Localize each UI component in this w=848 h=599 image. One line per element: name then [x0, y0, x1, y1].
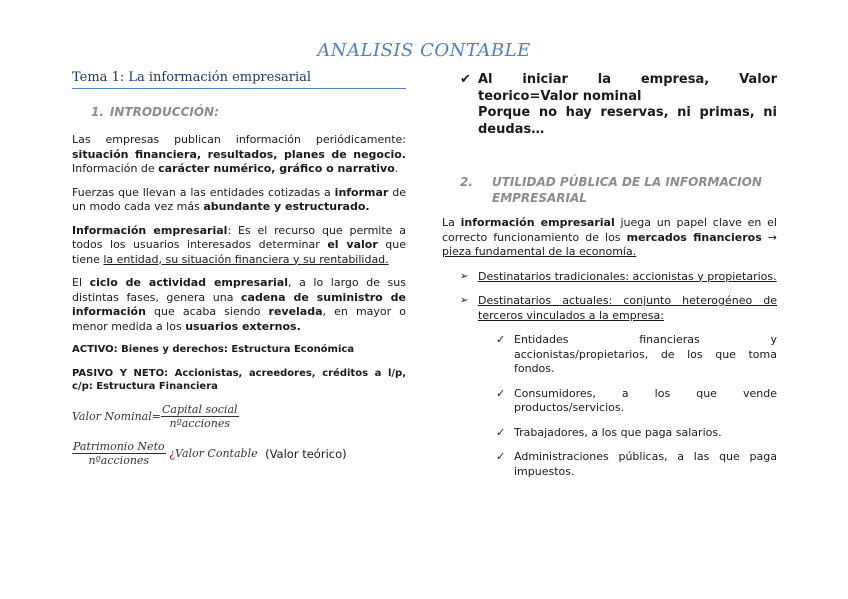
- text: : Es el recurso que permite a todos los usuarios interesados determinar: [72, 223, 406, 251]
- text: La: [442, 216, 461, 229]
- text: Las empresas publican información periódicamente:: [72, 133, 406, 146]
- right-column: [442, 72, 777, 479]
- text: El: [72, 276, 90, 289]
- checkmark-icon: ✔: [460, 72, 471, 87]
- formula-lhs: Valor Nominal: [72, 410, 152, 423]
- numerator: Patrimonio Neto: [73, 440, 165, 453]
- formula-note: (Valor teórico): [265, 446, 347, 461]
- numerator: Capital social: [161, 403, 238, 416]
- check-bullet-icon: ✓: [496, 333, 506, 346]
- paragraph-utilidad-intro: [442, 216, 777, 260]
- bold-text: el valor: [327, 238, 378, 251]
- check-line-1: Al iniciar la empresa, Valor teorico=Valor nominal: [478, 72, 777, 104]
- underlined-text: la entidad, su situación financiera y su rentabilidad.: [103, 252, 389, 266]
- document-title: ANALISIS CONTABLE: [317, 40, 531, 61]
- denominator: nºacciones: [169, 417, 231, 430]
- arrow-bullet-icon: ➢: [460, 270, 469, 282]
- section-number: 1.: [91, 105, 104, 119]
- paragraph-informacion-empresarial: [72, 224, 406, 268]
- text: juega un papel clave en el correcto funcionamiento de los: [442, 216, 777, 244]
- formula-rhs: Valor Contable: [175, 447, 258, 460]
- list-item-text: Trabajadores, a los que paga salarios.: [514, 425, 722, 439]
- bold-text: situación financiera, resultados, planes de negocio.: [72, 147, 406, 161]
- section-heading-introduccion: [91, 105, 406, 119]
- list-item: [442, 294, 777, 323]
- check-line-2: Porque no hay reservas, ni primas, ni deudas…: [478, 105, 777, 137]
- list-item-text: Destinatarios actuales: conjunto heterogéneo de terceros vinculados a la empresa:: [478, 294, 777, 322]
- bold-text: ciclo de actividad empresarial: [89, 276, 288, 289]
- list-item-text: Entidades financieras y accionistas/propietarios, de los que toma fondos.: [514, 333, 777, 375]
- paragraph-ciclo: [72, 276, 406, 334]
- text: , a lo largo de sus distintas fases, genera una: [72, 276, 406, 304]
- fraction: [72, 440, 166, 467]
- text: de un modo cada vez más: [72, 185, 407, 213]
- check-bullet-icon: ✓: [496, 425, 506, 439]
- formula-symbol: ¿: [169, 447, 176, 460]
- bold-text: mercados financieros: [626, 230, 762, 244]
- bold-text: cadena de suministro de información: [72, 290, 406, 318]
- text: Información de: [72, 162, 159, 175]
- bold-text: usuarios externos.: [185, 319, 301, 333]
- list-item-text: Destinatarios tradicionales: accionistas y propietarios.: [478, 269, 777, 283]
- checked-note: [442, 72, 777, 138]
- bold-text: Información empresarial: [72, 223, 228, 237]
- formula-valor-nominal: [72, 403, 406, 430]
- fraction: [161, 403, 239, 430]
- text: .: [394, 162, 399, 175]
- section-title: INTRODUCCIÓN:: [109, 105, 219, 119]
- arrow-bullet-icon: ➢: [460, 295, 469, 306]
- bold-text: informar: [334, 185, 389, 199]
- paragraph-fuerzas: [72, 186, 406, 215]
- text: que acaba siendo: [145, 305, 269, 318]
- list-item: [442, 387, 777, 416]
- formula-valor-contable: [72, 440, 406, 467]
- left-column: [72, 70, 406, 467]
- text: , en mayor o menor medida a los: [72, 305, 406, 333]
- bold-text: información empresarial: [460, 216, 615, 229]
- text: Fuerzas que llevan a las entidades cotizadas a: [72, 185, 335, 199]
- underlined-text: pieza fundamental de la economía.: [442, 245, 637, 258]
- bold-text: abundante y estructurado.: [203, 200, 370, 213]
- bold-text: carácter numérico, gráfico o narrativo: [158, 162, 395, 175]
- list-item-text: Consumidores, a los que vende productos/servicios.: [514, 386, 777, 414]
- bold-text: revelada: [268, 305, 323, 318]
- list-item-text: Administraciones públicas, a las que paga impuestos.: [514, 450, 777, 478]
- section-title: UTILIDAD PÚBLICA DE LA INFORMACION EMPRESARIAL: [492, 175, 762, 205]
- topic-heading: Tema 1: La información empresarial: [72, 70, 406, 89]
- list-item: [442, 333, 777, 377]
- check-bullet-icon: ✓: [496, 450, 506, 463]
- list-item: [442, 426, 777, 441]
- list-item: [442, 270, 777, 285]
- paragraph-publican: [72, 133, 406, 177]
- pasivo-line: PASIVO Y NETO: Accionistas, acreedores, créditos a l/p, c/p: Estructura Financiera: [72, 368, 406, 392]
- text: que tiene: [72, 238, 407, 266]
- denominator: nºacciones: [88, 454, 150, 467]
- section-heading-utilidad: [460, 174, 777, 206]
- section-number: 2.: [460, 175, 473, 189]
- arrow-symbol: →: [761, 230, 778, 244]
- check-bullet-icon: ✓: [496, 386, 506, 400]
- activo-line: ACTIVO: Bienes y derechos: Estructura Económica: [72, 344, 355, 355]
- list-item: [442, 450, 777, 479]
- formula-equals: =: [151, 410, 161, 423]
